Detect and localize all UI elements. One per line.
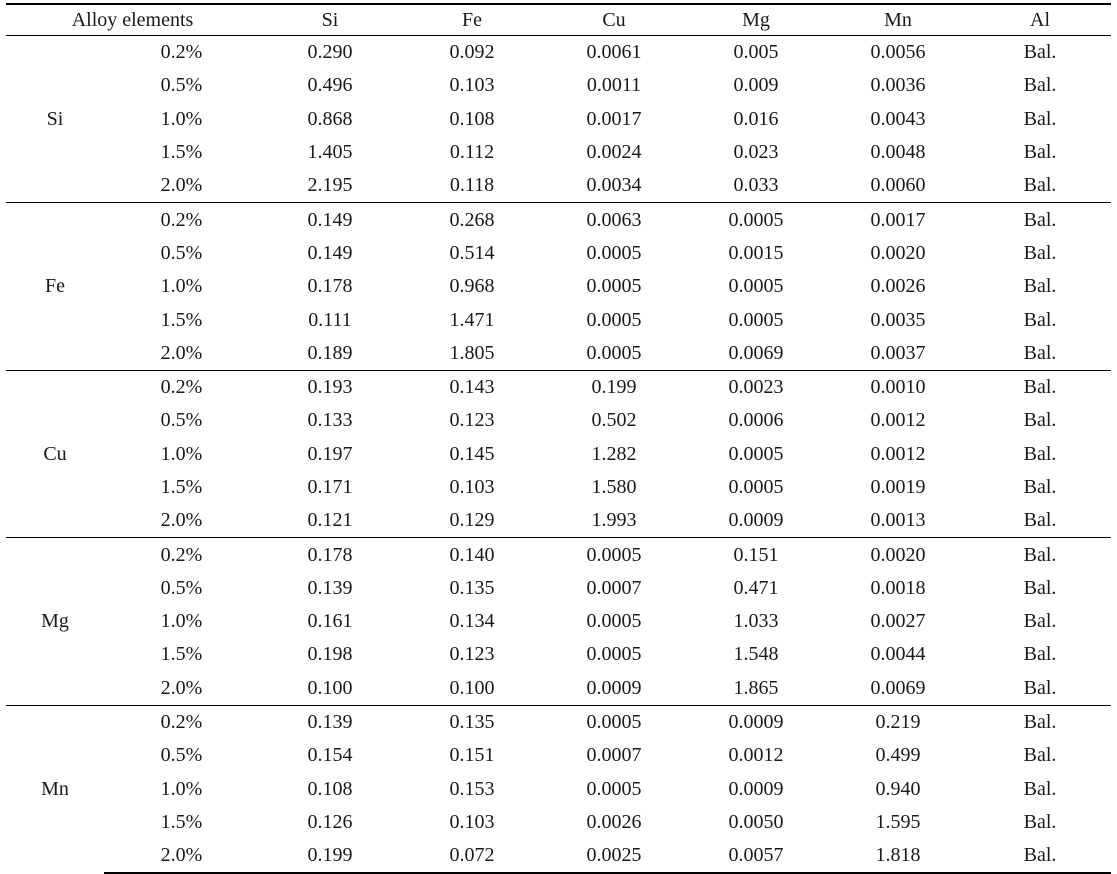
table-row <box>6 337 1111 371</box>
cell-si: 0.868 <box>307 107 353 130</box>
table-row <box>6 438 1111 471</box>
cell-mn: 0.0017 <box>827 203 969 237</box>
cell-fe: 0.134 <box>449 610 495 633</box>
cell-si: 0.198 <box>307 643 353 666</box>
table-row <box>6 705 1111 739</box>
cell-fe: 0.123 <box>449 409 495 432</box>
group-element-label: Cu <box>6 370 104 537</box>
cell-mn: 0.0020 <box>827 538 969 572</box>
cell-mg: 0.0050 <box>728 810 784 833</box>
cell-fe: 0.092 <box>401 36 543 70</box>
cell-mg: 0.151 <box>685 538 827 572</box>
cell-al: Bal. <box>969 36 1111 70</box>
cell-si: 0.154 <box>307 744 353 767</box>
header-si: Si <box>259 4 401 36</box>
cell-mn: 0.0037 <box>870 341 926 364</box>
addition-level: 0.2% <box>104 538 259 572</box>
cell-si: 0.139 <box>259 705 401 739</box>
group-element-label: Fe <box>6 203 104 370</box>
cell-mn: 1.818 <box>827 839 969 873</box>
cell-mg: 0.0006 <box>728 409 784 432</box>
cell-fe: 1.471 <box>449 308 495 331</box>
table-row <box>6 103 1111 136</box>
addition-level: 0.2% <box>104 370 259 404</box>
cell-si: 1.405 <box>307 141 353 164</box>
addition-level: 0.5% <box>160 576 203 599</box>
table-row <box>6 36 1111 70</box>
cell-mn: 0.0019 <box>870 476 926 498</box>
cell-si: 0.149 <box>307 241 353 264</box>
cell-mg: 0.0005 <box>685 203 827 237</box>
table-row <box>6 270 1111 303</box>
cell-si: 0.133 <box>307 409 353 432</box>
cell-si: 0.171 <box>307 476 353 498</box>
cell-cu: 0.0005 <box>586 275 642 298</box>
table-row <box>6 605 1111 638</box>
header-mn: Mn <box>827 4 969 36</box>
addition-level: 2.0% <box>160 341 203 364</box>
cell-fe: 0.145 <box>449 442 495 465</box>
addition-level: 1.0% <box>160 610 203 633</box>
group-element-label: Mn <box>6 705 104 873</box>
cell-cu: 0.0005 <box>586 777 642 800</box>
cell-fe: 0.268 <box>401 203 543 237</box>
cell-mn: 0.0060 <box>870 174 926 197</box>
cell-mn: 0.0026 <box>870 275 926 298</box>
cell-mg: 0.0005 <box>728 275 784 298</box>
cell-si: 0.161 <box>307 610 353 633</box>
table-body <box>6 36 1111 874</box>
cell-mn: 0.0012 <box>870 442 926 465</box>
cell-cu: 0.0061 <box>543 36 685 70</box>
cell-mg: 1.865 <box>733 676 779 699</box>
table-row <box>6 672 1111 706</box>
header-cu: Cu <box>543 4 685 36</box>
cell-cu: 0.0005 <box>543 705 685 739</box>
cell-al: Bal. <box>969 370 1111 404</box>
cell-si: 2.195 <box>307 174 353 197</box>
cell-fe: 0.135 <box>401 705 543 739</box>
cell-cu: 0.199 <box>543 370 685 404</box>
addition-level: 1.5% <box>160 643 203 666</box>
addition-level: 0.5% <box>160 744 203 767</box>
table-row <box>6 404 1111 437</box>
cell-fe: 0.129 <box>449 509 495 532</box>
cell-fe: 0.103 <box>449 476 495 498</box>
cell-fe: 0.123 <box>449 643 495 666</box>
cell-mn: 1.595 <box>875 810 921 833</box>
cell-al: Bal. <box>1023 308 1057 331</box>
addition-level: 1.5% <box>160 810 203 833</box>
cell-al: Bal. <box>1023 676 1057 699</box>
cell-al: Bal. <box>969 538 1111 572</box>
cell-mn: 0.0027 <box>870 610 926 633</box>
cell-al: Bal. <box>1023 409 1057 432</box>
cell-si: 0.189 <box>307 341 353 364</box>
cell-al: Bal. <box>1023 442 1057 465</box>
cell-mn: 0.219 <box>827 705 969 739</box>
cell-al: Bal. <box>1023 74 1057 97</box>
table-row <box>6 203 1111 237</box>
cell-mg: 0.0005 <box>728 308 784 331</box>
table-row <box>6 839 1111 873</box>
addition-level: 0.5% <box>160 409 203 432</box>
cell-si: 0.496 <box>307 74 353 97</box>
cell-si: 0.100 <box>307 676 353 699</box>
cell-fe: 0.112 <box>449 141 495 164</box>
cell-cu: 0.502 <box>591 409 637 432</box>
addition-level: 0.5% <box>160 74 203 97</box>
cell-si: 0.290 <box>259 36 401 70</box>
cell-si: 0.199 <box>259 839 401 873</box>
cell-mn: 0.0035 <box>870 308 926 331</box>
cell-fe: 0.514 <box>449 241 495 264</box>
cell-mg: 0.0069 <box>728 341 784 364</box>
cell-mg: 1.548 <box>733 643 779 666</box>
addition-level: 1.5% <box>160 141 203 164</box>
cell-al: Bal. <box>1023 610 1057 633</box>
cell-si: 0.126 <box>307 810 353 833</box>
cell-mg: 0.0012 <box>728 744 784 767</box>
header-fe: Fe <box>401 4 543 36</box>
cell-al: Bal. <box>1023 476 1057 498</box>
addition-level: 1.0% <box>160 777 203 800</box>
addition-level: 1.0% <box>160 275 203 298</box>
addition-level: 1.0% <box>160 442 203 465</box>
cell-fe: 0.968 <box>449 275 495 298</box>
addition-level: 0.2% <box>104 203 259 237</box>
cell-fe: 0.151 <box>449 744 495 767</box>
table-row <box>6 504 1111 538</box>
cell-mn: 0.0018 <box>870 576 926 599</box>
table-row <box>6 303 1111 336</box>
cell-mg: 0.0009 <box>728 509 784 532</box>
cell-mn: 0.0020 <box>870 241 926 264</box>
cell-mg: 0.023 <box>733 141 779 164</box>
addition-level: 2.0% <box>160 174 203 197</box>
addition-level: 2.0% <box>160 676 203 699</box>
group-element-label: Si <box>6 36 104 203</box>
table-row <box>6 237 1111 270</box>
cell-cu: 0.0007 <box>586 744 642 767</box>
cell-cu: 0.0025 <box>543 839 685 873</box>
table-row <box>6 739 1111 772</box>
table-row <box>6 806 1111 839</box>
header-alloy-elements: Alloy elements <box>6 4 259 36</box>
cell-mg: 0.0023 <box>685 370 827 404</box>
cell-al: Bal. <box>969 839 1111 873</box>
cell-fe: 1.805 <box>449 341 495 364</box>
cell-al: Bal. <box>1023 777 1057 800</box>
addition-level: 1.5% <box>160 308 203 331</box>
cell-cu: 0.0011 <box>586 74 642 97</box>
cell-mg: 0.005 <box>685 36 827 70</box>
cell-fe: 0.135 <box>449 576 495 599</box>
cell-fe: 0.108 <box>449 107 495 130</box>
cell-mn: 0.0036 <box>870 74 926 97</box>
cell-mn: 0.0010 <box>827 370 969 404</box>
cell-si: 0.197 <box>307 442 353 465</box>
table-row <box>6 471 1111 504</box>
cell-mn: 0.0013 <box>870 509 926 532</box>
cell-al: Bal. <box>1023 275 1057 298</box>
cell-cu: 0.0005 <box>586 643 642 666</box>
cell-fe: 0.153 <box>449 777 495 800</box>
cell-mn: 0.499 <box>875 744 921 767</box>
cell-cu: 0.0026 <box>586 810 642 833</box>
cell-al: Bal. <box>1023 141 1057 164</box>
cell-al: Bal. <box>1023 643 1057 666</box>
cell-fe: 0.072 <box>401 839 543 873</box>
cell-si: 0.108 <box>307 777 353 800</box>
cell-cu: 0.0005 <box>586 610 642 633</box>
cell-cu: 0.0007 <box>586 576 642 599</box>
table-row <box>6 572 1111 605</box>
addition-level: 2.0% <box>104 839 259 873</box>
cell-al: Bal. <box>1023 174 1057 197</box>
table-row <box>6 538 1111 572</box>
cell-si: 0.178 <box>259 538 401 572</box>
cell-mg: 0.016 <box>733 107 779 130</box>
cell-mg: 0.0005 <box>728 476 784 498</box>
cell-cu: 1.580 <box>591 476 637 498</box>
cell-al: Bal. <box>969 203 1111 237</box>
table-row <box>6 136 1111 169</box>
cell-cu: 0.0063 <box>543 203 685 237</box>
cell-fe: 0.140 <box>401 538 543 572</box>
addition-level: 1.5% <box>160 476 203 498</box>
cell-si: 0.111 <box>308 308 352 331</box>
cell-cu: 0.0034 <box>586 174 642 197</box>
table-row <box>6 773 1111 806</box>
cell-cu: 0.0005 <box>543 538 685 572</box>
cell-si: 0.178 <box>307 275 353 298</box>
cell-mg: 0.0005 <box>728 442 784 465</box>
group-element-label: Mg <box>6 538 104 705</box>
cell-fe: 0.118 <box>449 174 495 197</box>
table-header-row <box>6 4 1111 36</box>
cell-al: Bal. <box>1023 509 1057 532</box>
cell-mg: 0.033 <box>733 174 779 197</box>
cell-al: Bal. <box>1023 241 1057 264</box>
table-row <box>6 638 1111 671</box>
composition-table <box>6 3 1111 874</box>
cell-al: Bal. <box>1023 107 1057 130</box>
header-mg: Mg <box>685 4 827 36</box>
cell-mn: 0.0048 <box>870 141 926 164</box>
cell-fe: 0.143 <box>401 370 543 404</box>
cell-mn: 0.0044 <box>870 643 926 666</box>
cell-si: 0.121 <box>307 509 353 532</box>
cell-mg: 0.0057 <box>685 839 827 873</box>
cell-mg: 1.033 <box>733 610 779 633</box>
cell-fe: 0.103 <box>449 810 495 833</box>
cell-cu: 0.0009 <box>586 676 642 699</box>
cell-cu: 0.0024 <box>586 141 642 164</box>
cell-cu: 0.0005 <box>586 241 642 264</box>
cell-mg: 0.0015 <box>728 241 784 264</box>
cell-mn: 0.0043 <box>870 107 926 130</box>
cell-mg: 0.0009 <box>728 777 784 800</box>
addition-level: 2.0% <box>160 509 203 532</box>
addition-level: 1.0% <box>160 107 203 130</box>
cell-si: 0.139 <box>307 576 353 599</box>
cell-cu: 0.0017 <box>586 107 642 130</box>
cell-al: Bal. <box>1023 576 1057 599</box>
cell-cu: 0.0005 <box>586 341 642 364</box>
cell-mn: 0.0069 <box>870 676 926 699</box>
table-row <box>6 169 1111 203</box>
table-row <box>6 69 1111 102</box>
cell-fe: 0.103 <box>449 74 495 97</box>
cell-mn: 0.0012 <box>870 409 926 432</box>
cell-mg: 0.0009 <box>685 705 827 739</box>
header-al: Al <box>969 4 1111 36</box>
cell-si: 0.193 <box>259 370 401 404</box>
cell-si: 0.149 <box>259 203 401 237</box>
cell-fe: 0.100 <box>449 676 495 699</box>
cell-cu: 1.993 <box>591 509 637 532</box>
addition-level: 0.5% <box>160 241 203 264</box>
cell-al: Bal. <box>969 705 1111 739</box>
cell-mn: 0.0056 <box>827 36 969 70</box>
addition-level: 0.2% <box>104 36 259 70</box>
cell-mg: 0.009 <box>733 74 779 97</box>
cell-al: Bal. <box>1023 341 1057 364</box>
cell-al: Bal. <box>1023 744 1057 767</box>
cell-mg: 0.471 <box>733 576 779 599</box>
cell-cu: 1.282 <box>591 442 637 465</box>
cell-mn: 0.940 <box>875 777 921 800</box>
addition-level: 0.2% <box>104 705 259 739</box>
cell-cu: 0.0005 <box>586 308 642 331</box>
cell-al: Bal. <box>1023 810 1057 833</box>
table-row <box>6 370 1111 404</box>
